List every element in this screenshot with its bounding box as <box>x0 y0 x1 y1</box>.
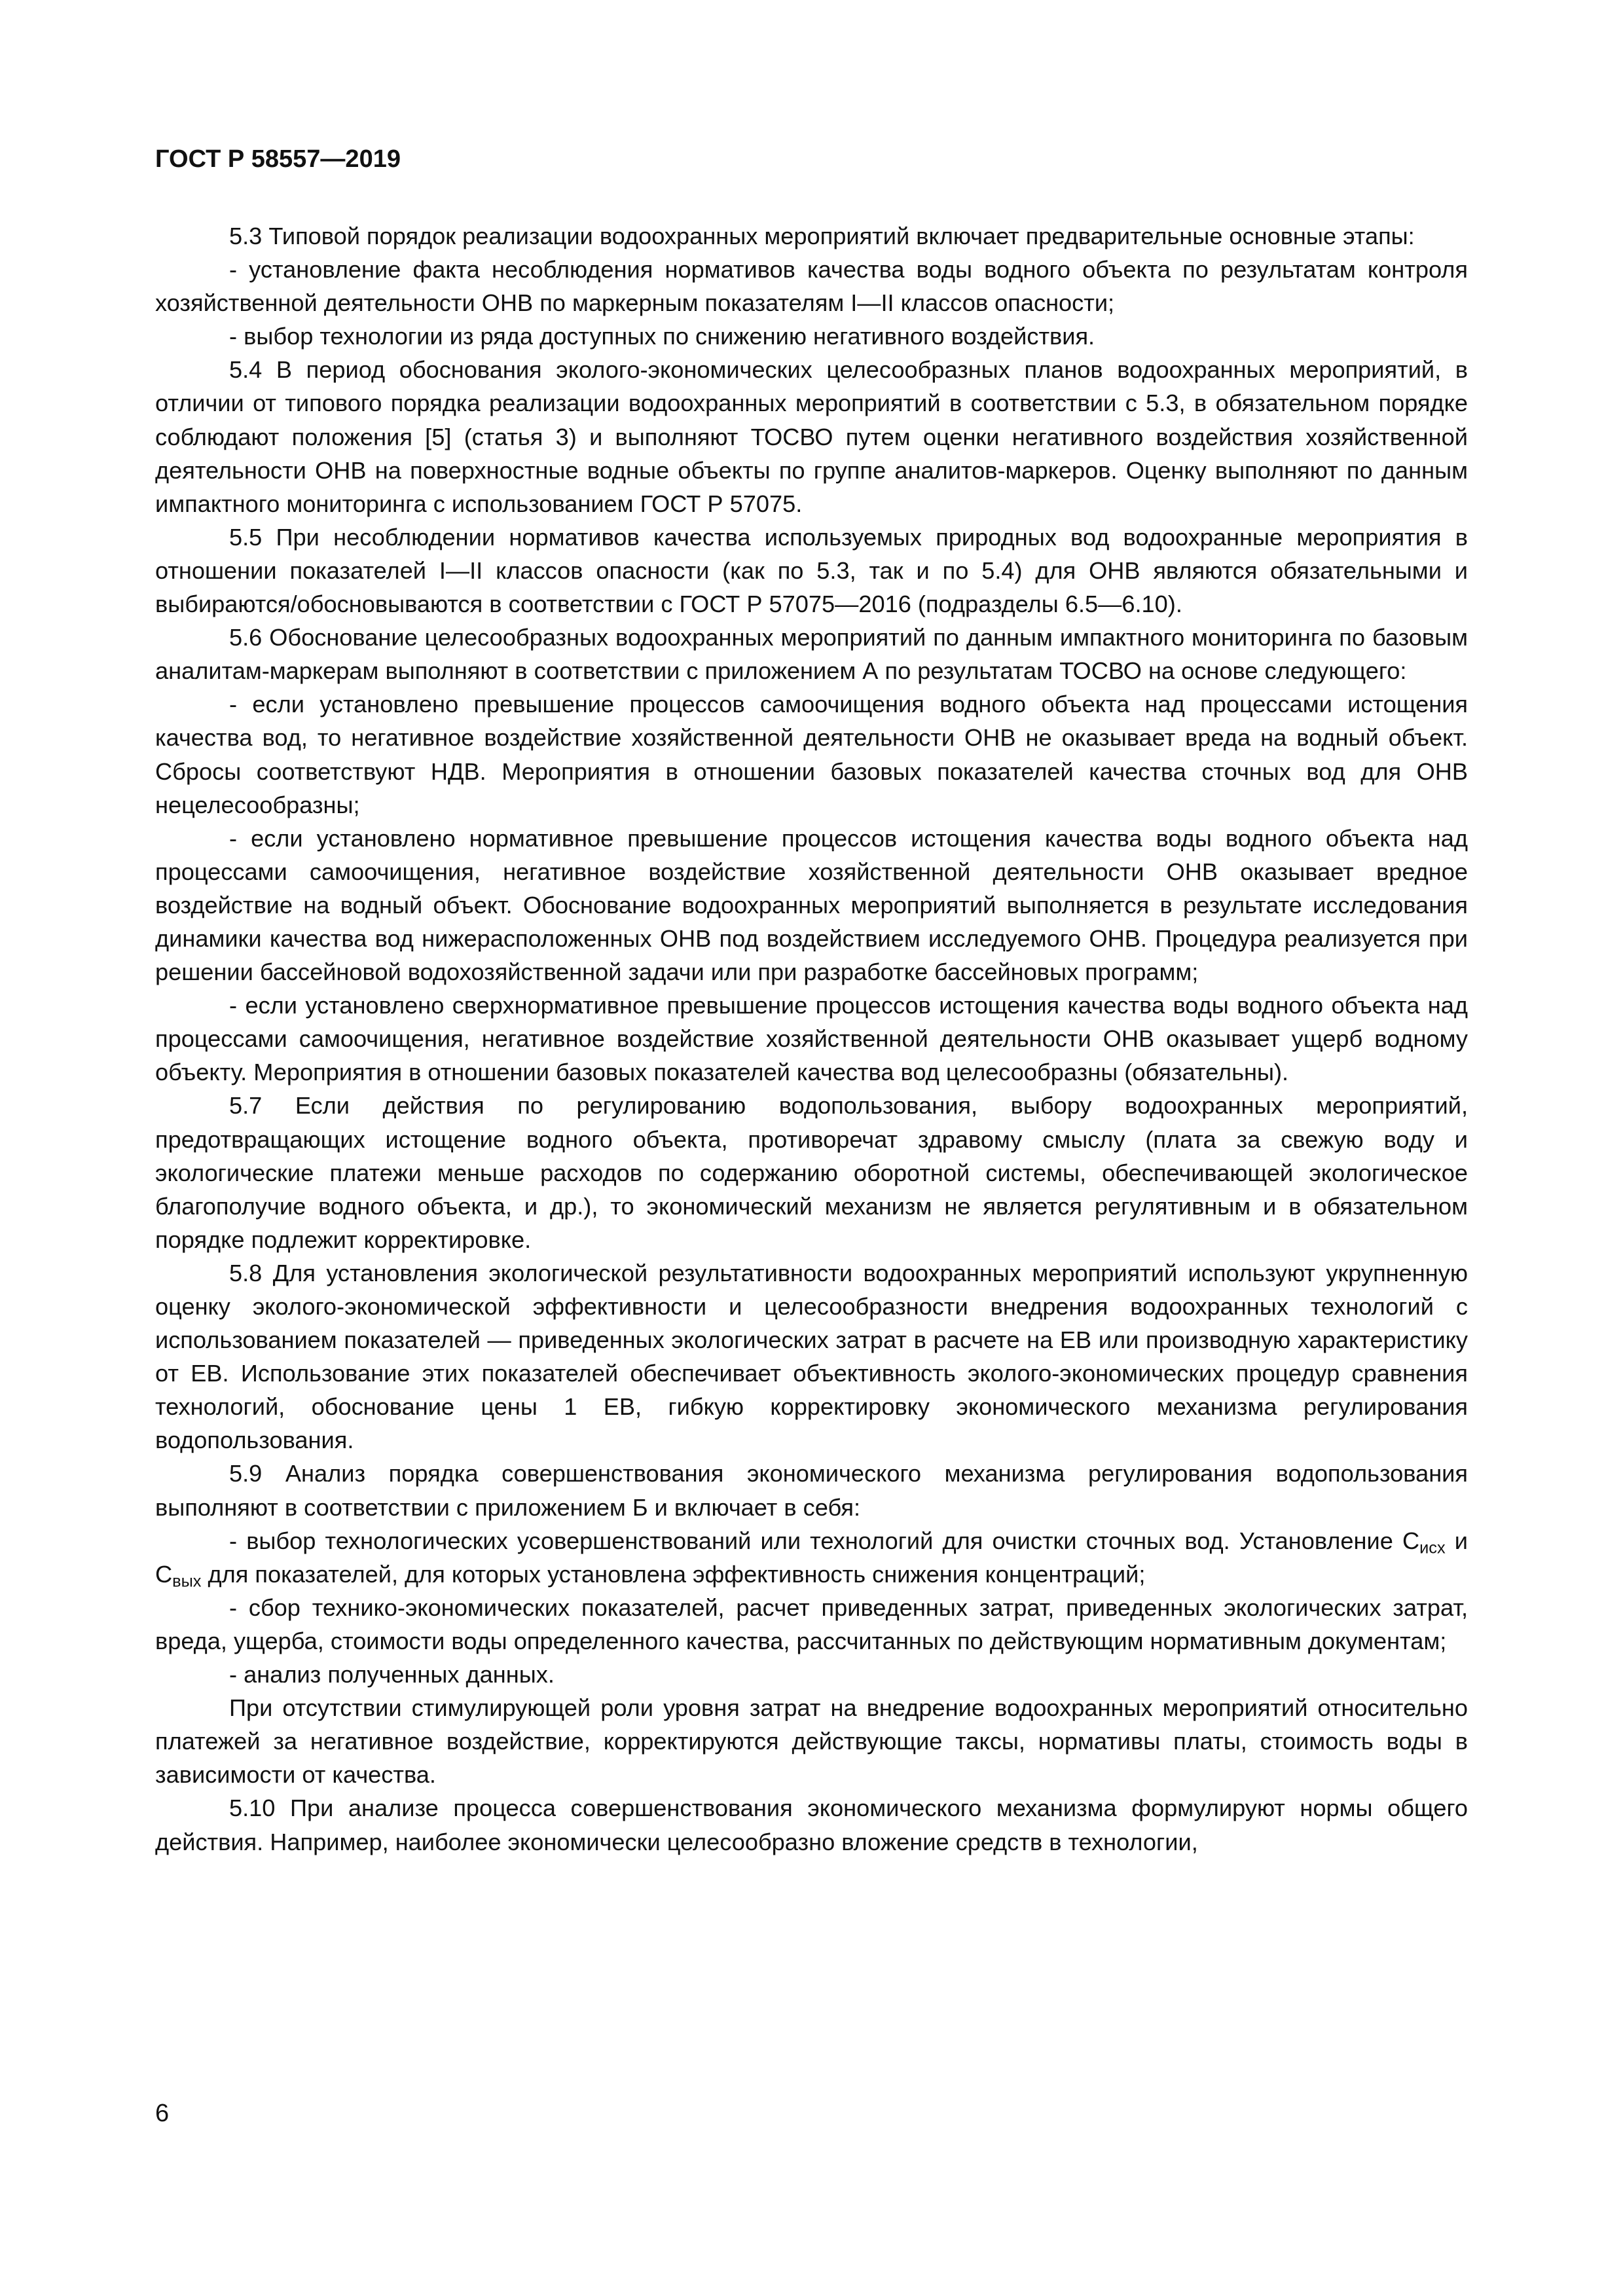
paragraph-5-5: 5.5 При несоблюдении нормативов качества используемых природных вод водоохранные мероприятия в отношении показателей I—II классов опасности (как по 5.3, так и по 5.4) для ОНВ являются обязательными и выбираются/обосновываются в соответствии с ГОСТ Р 57075—2016 (подразделы 6.5—6.10). <box>155 523 1468 618</box>
subscript-isx: исх <box>1419 1538 1446 1557</box>
paragraph-5-4: 5.4 В период обоснования эколого-экономических целесообразных планов водоохранных мероприятий, в отличии от типового порядка реализации водоохранных мероприятий в соответствии с 5.3, в обязательном порядке соблюдают положения [5] (статья 3) и выполняют ТОСВО путем оценки негативного воздействия хозяйственной деятельности ОНВ на поверхностные водные объекты по группе аналитов-маркеров. Оценку выполняют по данным импактного мониторинга с использованием ГОСТ Р 57075. <box>155 356 1468 517</box>
text-run: - выбор технологических усовершенствований или технологий для очистки сточных вод. Установление С <box>229 1527 1420 1554</box>
subscript-vyx: вых <box>172 1572 202 1591</box>
list-item: - если установлено нормативное превышение процессов истощения качества воды водного объекта над процессами самоочищения, негативное воздействие хозяйственной деятельности ОНВ оказывает вредное воздействие на водный объект. Обоснование водоохранных мероприятий выполняется в результате исследования динамики качества вод нижерасположенных ОНВ под воздействием исследуемого ОНВ. Процедура реализуется при решении бассейновой водохозяйственной задачи или при разработке бассейновых программ; <box>155 824 1468 986</box>
page-number: 6 <box>155 2100 170 2127</box>
paragraph-5-6: 5.6 Обоснование целесообразных водоохранных мероприятий по данным импактного мониторинга по базовым аналитам-маркерам выполняют в соответствии с приложением А по результатам ТОСВО на основе следующего: <box>155 624 1468 685</box>
text-run: и С <box>155 1527 1468 1588</box>
list-item: - сбор технико-экономических показателей, расчет приведенных затрат, приведенных экологических затрат, вреда, ущерба, стоимости воды определенного качества, рассчитанных по действующим нормативным документам; <box>155 1594 1468 1654</box>
paragraph-5-10: 5.10 При анализе процесса совершенствования экономического механизма формулируют нормы общего действия. Например, наиболее экономически целесообразно вложение средств в технологии, <box>155 1795 1468 1855</box>
paragraph-5-3: 5.3 Типовой порядок реализации водоохранных мероприятий включает предварительные основные этапы: <box>229 223 1415 249</box>
list-item: - анализ полученных данных. <box>229 1661 555 1688</box>
text-run: для показателей, для которых установлена эффективность снижения концентраций; <box>201 1560 1146 1588</box>
paragraph-5-8: 5.8 Для установления экологической результативности водоохранных мероприятий используют укрупненную оценку эколого-экономической эффективности и целесообразности внедрения водоохранных технологий с использованием показателей — приведенных экологических затрат в расчете на ЕВ или производную характеристику от ЕВ. Использование этих показателей обеспечивает объективность эколого-экономических процедур сравнения технологий, обоснование цены 1 ЕВ, гибкую корректировку экономического механизма регулирования водопользования. <box>155 1259 1468 1454</box>
list-item: - выбор технологии из ряда доступных по снижению негативного воздействия. <box>229 323 1095 350</box>
paragraph-5-7: 5.7 Если действия по регулированию водопользования, выбору водоохранных мероприятий, предотвращающих истощение водного объекта, противоречат здравому смыслу (плата за свежую воду и экологические платежи меньше расходов по содержанию оборотной системы, обеспечивающей экологическое благополучие водного объекта, и др.), то экономический механизм не является регулятивным и в обязательном порядке подлежит корректировке. <box>155 1092 1468 1253</box>
list-item: - если установлено превышение процессов самоочищения водного объекта над процессами истощения качества вод, то негативное воздействие хозяйственной деятельности ОНВ не оказывает вреда на водный объект. Сбросы соответствуют НДВ. Мероприятия в отношении базовых показателей качества сточных вод для ОНВ нецелесообразны; <box>155 691 1468 818</box>
paragraph-5-9: 5.9 Анализ порядка совершенствования экономического механизма регулирования водопользования выполняют в соответствии с приложением Б и включает в себя: <box>155 1460 1468 1521</box>
list-item: - установление факта несоблюдения нормативов качества воды водного объекта по результатам контроля хозяйственной деятельности ОНВ по маркерным показателям I—II классов опасности; <box>155 256 1468 317</box>
document-header: ГОСТ Р 58557—2019 <box>155 145 401 173</box>
list-item: - если установлено сверхнормативное превышение процессов истощения качества воды водного объекта над процессами самоочищения, негативное воздействие хозяйственной деятельности ОНВ оказывает ущерб водному объекту. Мероприятия в отношении базовых показателей качества вод целесообразны (обязательны). <box>155 992 1468 1086</box>
document-body <box>155 219 1468 1859</box>
paragraph: При отсутствии стимулирующей роли уровня затрат на внедрение водоохранных мероприятий относительно платежей за негативное воздействие, корректируются действующие таксы, нормативы платы, стоимость воды в зависимости от качества. <box>155 1694 1468 1789</box>
list-item <box>155 1524 1468 1591</box>
